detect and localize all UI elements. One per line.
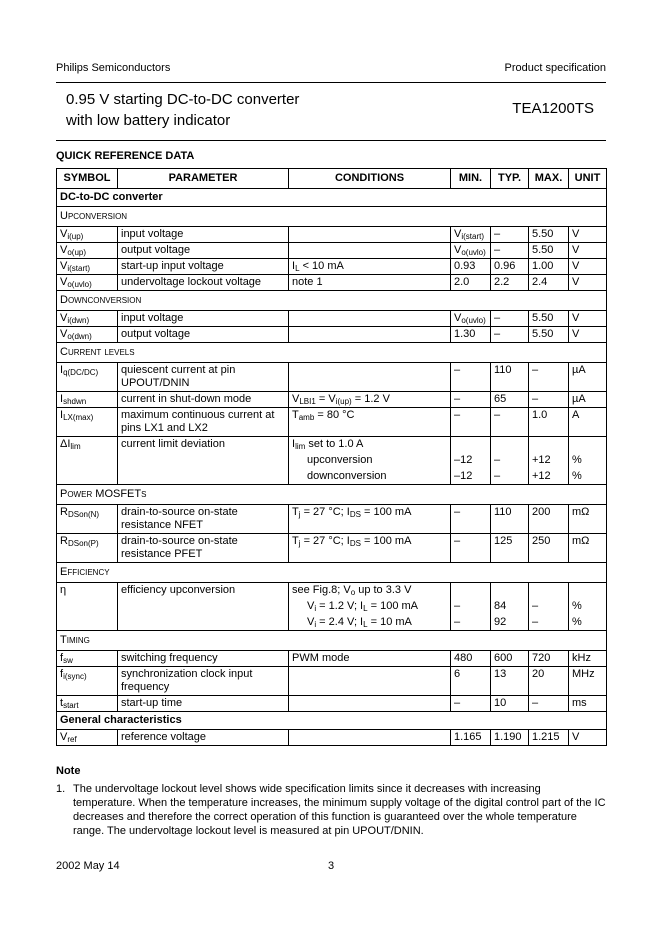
symbol: $f_{sw}$: [57, 651, 118, 667]
min: –: [451, 505, 491, 534]
unit: A: [569, 408, 607, 437]
conditions: [289, 363, 451, 392]
conditions: [289, 696, 451, 712]
page-number: 3: [328, 860, 335, 872]
conditions: [289, 730, 451, 746]
conditions: note 1: [289, 275, 451, 291]
min: 1.165: [451, 730, 491, 746]
quick-reference-table: [56, 168, 607, 746]
table-row: [57, 311, 607, 327]
typ: –: [491, 243, 529, 259]
min: 1.30: [451, 327, 491, 343]
max: 200: [529, 505, 569, 534]
group-dcdc: DC-to-DC converter: [57, 189, 607, 207]
symbol: $I_{shdwn}$: [57, 392, 118, 408]
header-doc-type: Product specification: [504, 62, 606, 74]
min: –: [451, 408, 491, 437]
max: 1.0: [529, 408, 569, 437]
min: –: [451, 363, 491, 392]
table-row: [57, 696, 607, 712]
col-symbol: SYMBOL: [57, 169, 118, 189]
conditions: $I_L < 10$ mA: [289, 259, 451, 275]
typ: 13: [491, 667, 529, 696]
parameter: quiescent current at pin UPOUT/DNIN: [118, 363, 289, 392]
col-max: MAX.: [529, 169, 569, 189]
unit: % %: [569, 583, 607, 631]
typ: 2.2: [491, 275, 529, 291]
min: 6: [451, 667, 491, 696]
max: – –: [529, 583, 569, 631]
max: 5.50: [529, 327, 569, 343]
col-conditions: CONDITIONS: [289, 169, 451, 189]
max: 1.00: [529, 259, 569, 275]
table-row: [57, 275, 607, 291]
table-row: [57, 583, 607, 631]
table-row: [57, 667, 607, 696]
symbol: $V_{i(up)}$: [57, 227, 118, 243]
min: 480: [451, 651, 491, 667]
note-text: The undervoltage lockout level shows wide specification limits since it decreases with increasing temperature. When the temperature increases, the minimum supply voltage of the digital control part of the IC decreases and therefore the correct operation of this function is guaranteed over the whole temperature range. The undervoltage lockout level is measured at pin UPOUT/DNIN.: [73, 783, 606, 837]
symbol: $V_{o(uvlo)}$: [57, 275, 118, 291]
conditions: PWM mode: [289, 651, 451, 667]
typ: 125: [491, 534, 529, 563]
max: 5.50: [529, 227, 569, 243]
conditions: see Fig.8; $V_o$ up to 3.3 V $V_i = 1.2$ V; $I_L = 100$ mA $V_i = 2.4$ V; $I_L = 10$ mA: [289, 583, 451, 631]
group-downconversion: Downconversion: [57, 291, 607, 311]
note-heading: Note: [56, 765, 81, 777]
unit: V: [569, 275, 607, 291]
group-current-levels: Current levels: [57, 343, 607, 363]
parameter: drain-to-source on-state resistance NFET: [118, 505, 289, 534]
min: 2.0: [451, 275, 491, 291]
unit: V: [569, 227, 607, 243]
typ: –: [491, 227, 529, 243]
conditions: $V_{LBI1} = V_{i(up)} = 1.2$ V: [289, 392, 451, 408]
symbol: $R_{DSon(N)}$: [57, 505, 118, 534]
typ: 1.190: [491, 730, 529, 746]
conditions: [289, 667, 451, 696]
symbol: $f_{i(sync)}$: [57, 667, 118, 696]
table-row: [57, 327, 607, 343]
unit: MHz: [569, 667, 607, 696]
conditions: [289, 311, 451, 327]
unit: ms: [569, 696, 607, 712]
typ: –: [491, 408, 529, 437]
table-row: [57, 243, 607, 259]
group-efficiency: Efficiency: [57, 563, 607, 583]
title-line-2: with low battery indicator: [66, 112, 231, 129]
symbol: $V_{ref}$: [57, 730, 118, 746]
conditions: [289, 327, 451, 343]
typ: –: [491, 327, 529, 343]
symbol: $\Delta I_{lim}$: [57, 437, 118, 485]
col-min: MIN.: [451, 169, 491, 189]
unit: V: [569, 311, 607, 327]
parameter: current limit deviation: [118, 437, 289, 485]
max: 720: [529, 651, 569, 667]
symbol: $V_{i(start)}$: [57, 259, 118, 275]
symbol: $R_{DSon(P)}$: [57, 534, 118, 563]
unit: mΩ: [569, 505, 607, 534]
footer-date: 2002 May 14: [56, 860, 120, 872]
symbol: $V_{o(dwn)}$: [57, 327, 118, 343]
typ: 110: [491, 363, 529, 392]
group-power-mosfets: Power MOSFETs: [57, 485, 607, 505]
unit: V: [569, 730, 607, 746]
typ: –: [491, 311, 529, 327]
group-upconversion: Upconversion: [57, 207, 607, 227]
max: –: [529, 696, 569, 712]
page-title: [66, 89, 299, 131]
unit: mΩ: [569, 534, 607, 563]
typ: 84 92: [491, 583, 529, 631]
typ: 65: [491, 392, 529, 408]
conditions: $T_j = 27$ °C; $I_{DS} = 100$ mA: [289, 534, 451, 563]
max: 2.4: [529, 275, 569, 291]
parameter: drain-to-source on-state resistance PFET: [118, 534, 289, 563]
table-row: [57, 437, 607, 485]
table-header-row: [57, 169, 607, 189]
unit: V: [569, 259, 607, 275]
table-row: [57, 363, 607, 392]
typ: 0.96: [491, 259, 529, 275]
min: $V_{o(uvlo)}$: [451, 243, 491, 259]
min: – –: [451, 583, 491, 631]
min: –: [451, 534, 491, 563]
section-title: QUICK REFERENCE DATA: [56, 150, 195, 162]
max: 20: [529, 667, 569, 696]
table-row: [57, 227, 607, 243]
min: –: [451, 696, 491, 712]
unit: V: [569, 327, 607, 343]
symbol: $V_{i(dwn)}$: [57, 311, 118, 327]
min: –12 –12: [451, 437, 491, 485]
min: 0.93: [451, 259, 491, 275]
max: –: [529, 363, 569, 392]
group-general: General characteristics: [57, 712, 607, 730]
parameter: start-up time: [118, 696, 289, 712]
table-row: [57, 408, 607, 437]
table-row: [57, 392, 607, 408]
table-row: [57, 730, 607, 746]
parameter: reference voltage: [118, 730, 289, 746]
symbol: $I_{q(DC/DC)}$: [57, 363, 118, 392]
max: +12 +12: [529, 437, 569, 485]
group-timing: Timing: [57, 631, 607, 651]
typ: – –: [491, 437, 529, 485]
parameter: switching frequency: [118, 651, 289, 667]
header-company: Philips Semiconductors: [56, 62, 171, 74]
symbol: $V_{o(up)}$: [57, 243, 118, 259]
parameter: undervoltage lockout voltage: [118, 275, 289, 291]
note-1: [56, 782, 606, 838]
part-number: TEA1200TS: [512, 100, 594, 117]
symbol: $t_{start}$: [57, 696, 118, 712]
symbol: $I_{LX(max)}$: [57, 408, 118, 437]
max: 250: [529, 534, 569, 563]
col-parameter: PARAMETER: [118, 169, 289, 189]
parameter: output voltage: [118, 327, 289, 343]
max: 1.215: [529, 730, 569, 746]
parameter: start-up input voltage: [118, 259, 289, 275]
note-number: 1.: [56, 783, 66, 795]
parameter: input voltage: [118, 311, 289, 327]
parameter: output voltage: [118, 243, 289, 259]
title-line-1: 0.95 V starting DC-to-DC converter: [66, 91, 300, 108]
col-typ: TYP.: [491, 169, 529, 189]
unit: % %: [569, 437, 607, 485]
max: 5.50: [529, 311, 569, 327]
min: $V_{i(start)}$: [451, 227, 491, 243]
max: 5.50: [529, 243, 569, 259]
min: –: [451, 392, 491, 408]
symbol: η: [57, 583, 118, 631]
unit: µA: [569, 392, 607, 408]
table-row: [57, 259, 607, 275]
table-row: [57, 505, 607, 534]
parameter: current in shut-down mode: [118, 392, 289, 408]
typ: 10: [491, 696, 529, 712]
typ: 110: [491, 505, 529, 534]
unit: V: [569, 243, 607, 259]
table-row: [57, 651, 607, 667]
conditions: [289, 227, 451, 243]
typ: 600: [491, 651, 529, 667]
parameter: input voltage: [118, 227, 289, 243]
col-unit: UNIT: [569, 169, 607, 189]
parameter: efficiency upconversion: [118, 583, 289, 631]
min: $V_{o(uvlo)}$: [451, 311, 491, 327]
parameter: maximum continuous current at pins LX1 and LX2: [118, 408, 289, 437]
max: –: [529, 392, 569, 408]
header-rule: [56, 82, 606, 83]
title-rule: [56, 140, 606, 141]
conditions: $T_j = 27$ °C; $I_{DS} = 100$ mA: [289, 505, 451, 534]
conditions: [289, 243, 451, 259]
parameter: synchronization clock input frequency: [118, 667, 289, 696]
unit: kHz: [569, 651, 607, 667]
conditions: $T_{amb} = 80$ °C: [289, 408, 451, 437]
unit: µA: [569, 363, 607, 392]
table-row: [57, 534, 607, 563]
conditions: $I_{lim}$ set to 1.0 A upconversion downconversion: [289, 437, 451, 485]
